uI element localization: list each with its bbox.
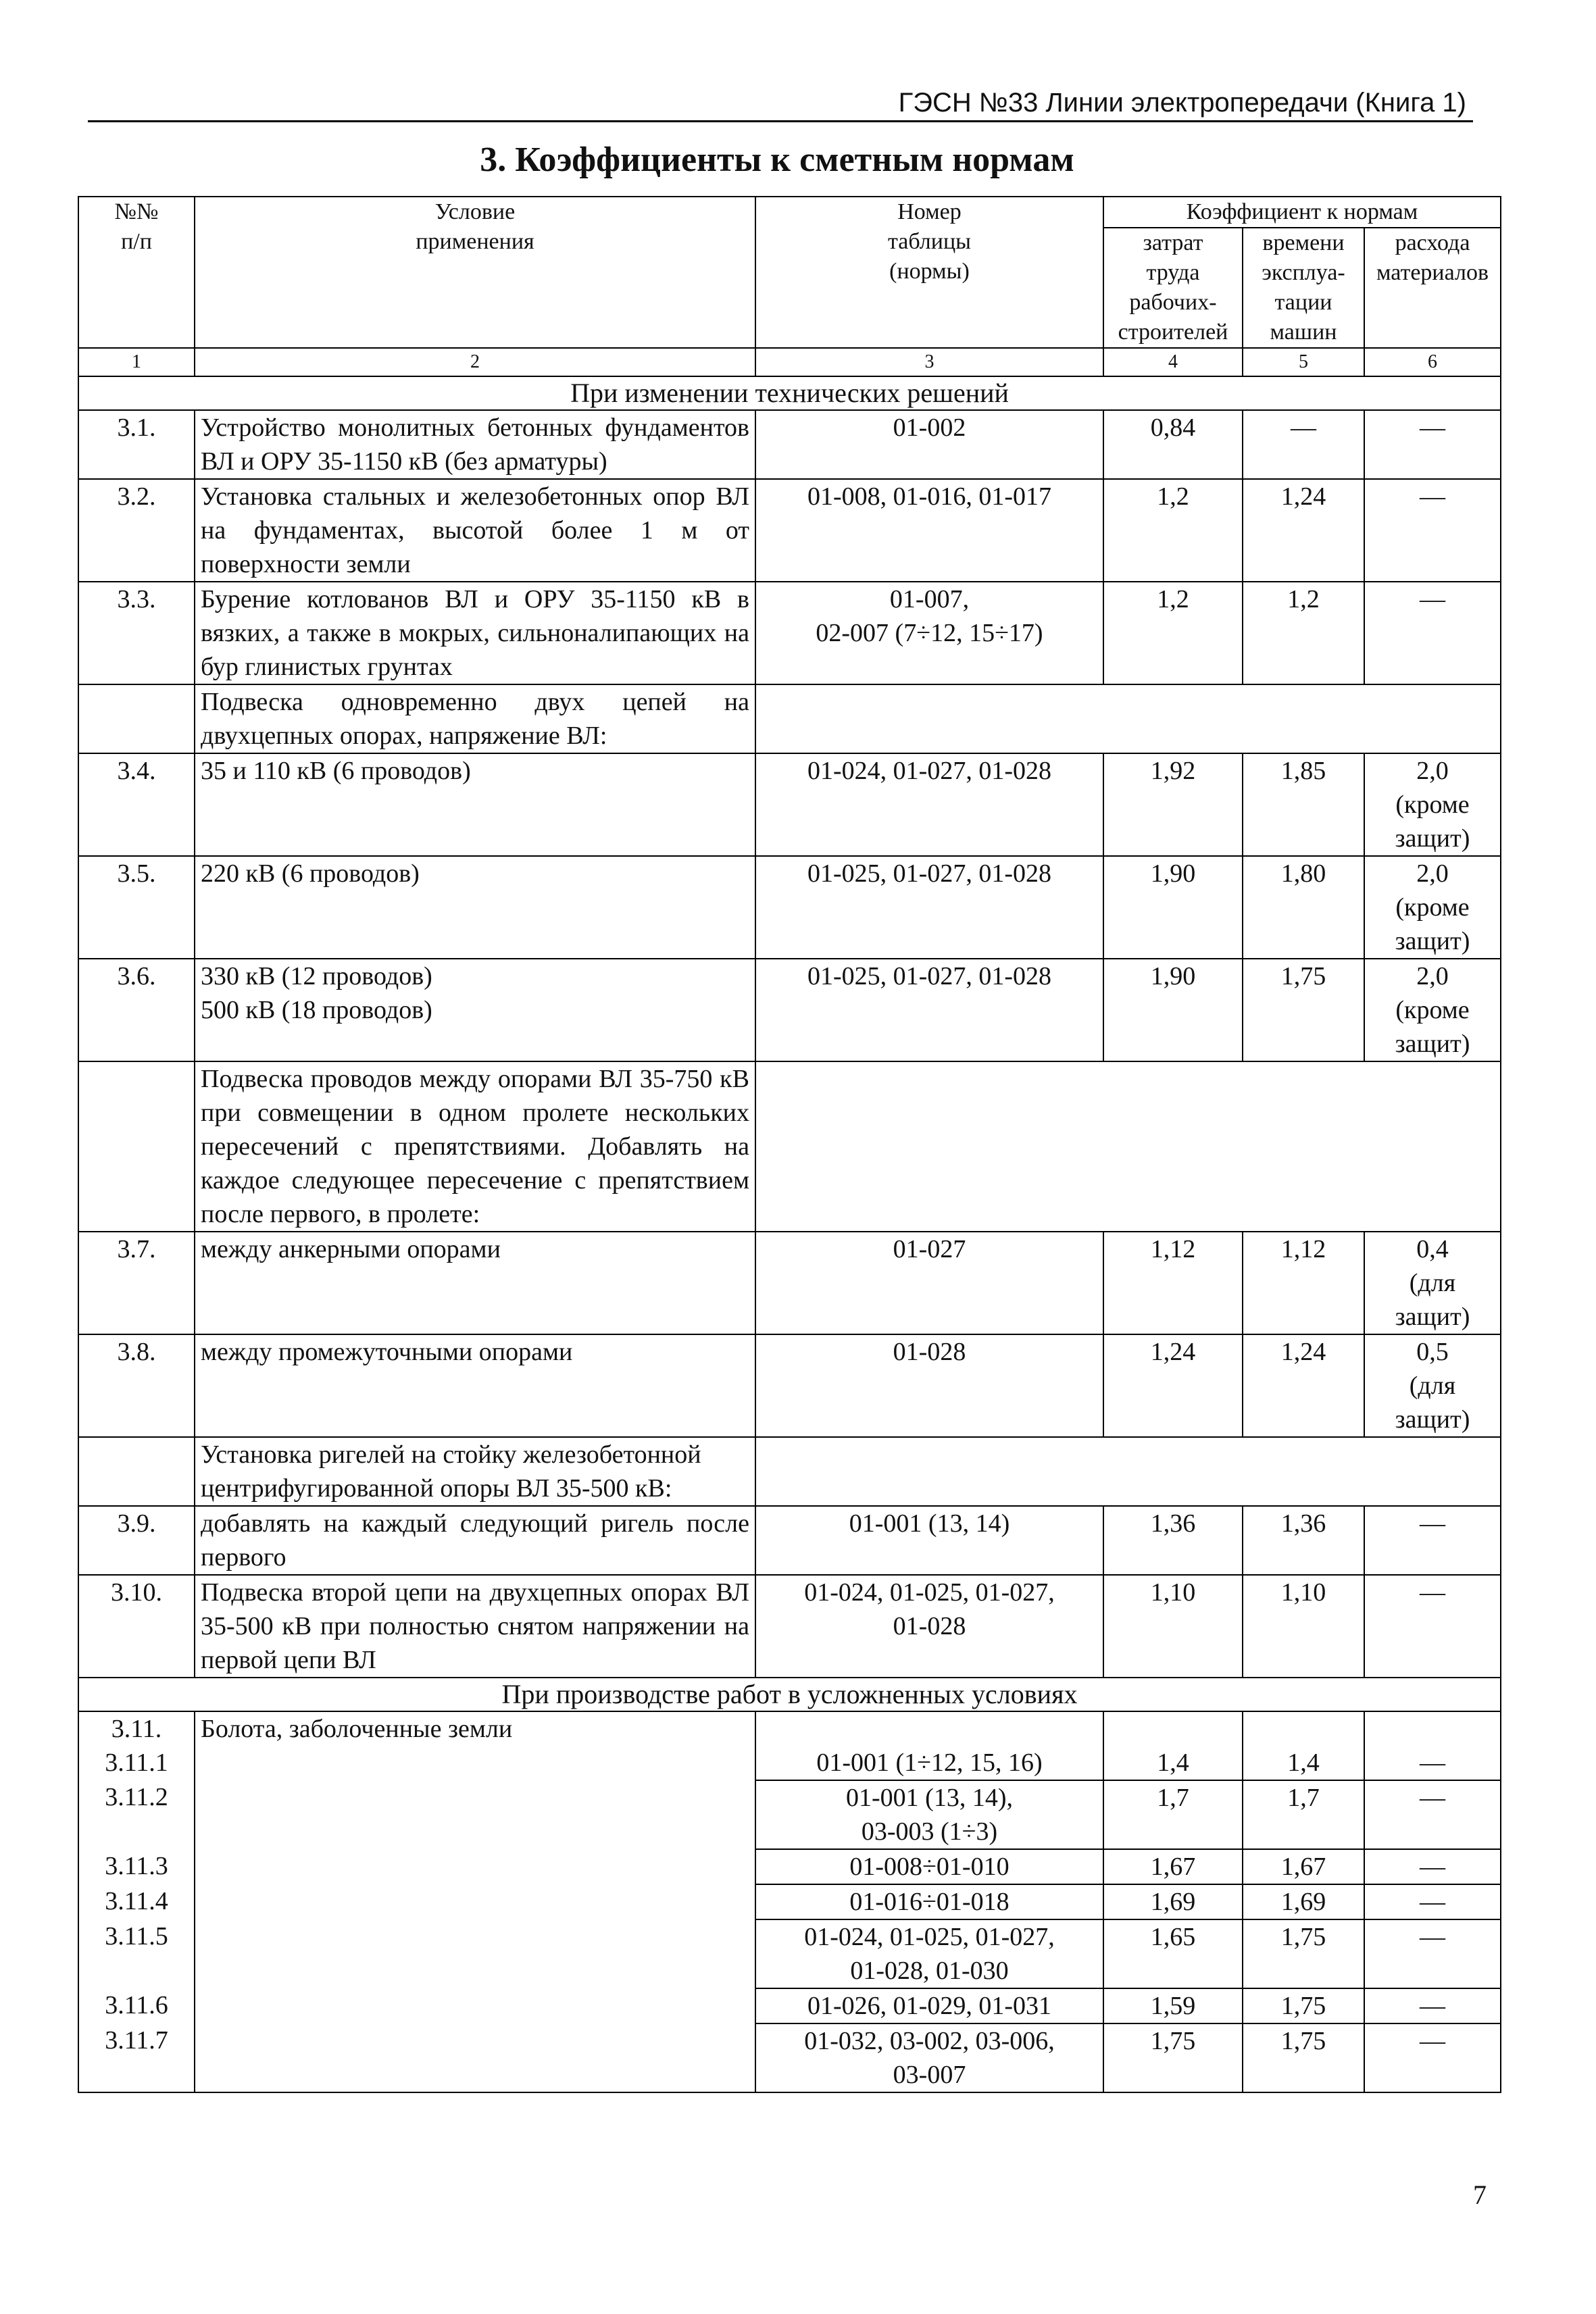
- section-complicated-conditions: При производстве работ в усложненных условиях: [78, 1678, 1501, 1711]
- row-table-ref-line1: 01-007,: [889, 585, 970, 613]
- table-row: [78, 1711, 1501, 1746]
- row-number-empty: [78, 1437, 195, 1506]
- row-number: 3.11.6: [78, 1988, 195, 2023]
- materials-note: защит): [1395, 1405, 1470, 1434]
- col-header-number: [78, 197, 195, 348]
- row-coef-machines: 1,75: [1243, 959, 1364, 1061]
- col-header-labor-l1: затрат: [1143, 230, 1203, 255]
- row-condition-line2: 500 кВ (18 проводов): [201, 996, 432, 1024]
- row-coef-materials: —: [1364, 1988, 1501, 2023]
- row-condition: между промежуточными опорами: [195, 1334, 755, 1437]
- header-rule: [88, 120, 1473, 122]
- column-numbers-row: [78, 348, 1501, 376]
- row-number: 3.11.2: [78, 1780, 195, 1849]
- row-number: 3.11.5: [78, 1919, 195, 1988]
- materials-note: защит): [1395, 1303, 1470, 1331]
- col-header-labor-l2: труда: [1146, 260, 1200, 285]
- table-row: [78, 753, 1501, 856]
- row-table-ref: 01-025, 01-027, 01-028: [755, 856, 1103, 959]
- col-header-machines-l3: тации: [1274, 290, 1332, 315]
- row-coef-labor: 1,4: [1103, 1746, 1243, 1780]
- row-table-ref: [755, 1575, 1103, 1678]
- header-row-1: [78, 197, 1501, 228]
- row-table-ref-line2: 03-007: [893, 2061, 966, 2089]
- col-header-machines-l1: времени: [1262, 230, 1345, 255]
- col-number: 2: [195, 348, 755, 376]
- row-number: 3.11.1: [78, 1746, 195, 1780]
- table-row: [78, 582, 1501, 684]
- row-coef-labor: 1,2: [1103, 479, 1243, 582]
- col-header-condition-line1: Условие: [434, 199, 516, 224]
- row-coef-machines: —: [1243, 410, 1364, 479]
- materials-note: (кроме: [1395, 790, 1470, 819]
- row-coef-materials: [1364, 959, 1501, 1061]
- materials-note: защит): [1395, 927, 1470, 955]
- table-row: [78, 479, 1501, 582]
- group-condition: Подвеска проводов между опорами ВЛ 35-750 кВ при совмещении в одном пролете нескольких пересечений с препятствиями. Добавлять на каждое следующее пересечение с препятствием после первого, в пролете:: [195, 1061, 755, 1232]
- row-condition: 35 и 110 кВ (6 проводов): [195, 753, 755, 856]
- materials-note: (кроме: [1395, 996, 1470, 1024]
- row-coef-machines: 1,80: [1243, 856, 1364, 959]
- row-coef-machines: 1,75: [1243, 2023, 1364, 2092]
- row-coef-labor: 1,12: [1103, 1232, 1243, 1334]
- row-table-ref: 01-001 (1÷12, 15, 16): [755, 1746, 1103, 1780]
- row-number: 3.11.4: [78, 1884, 195, 1919]
- section-technical-solutions: При изменении технических решений: [78, 376, 1501, 410]
- row-table-ref: 01-025, 01-027, 01-028: [755, 959, 1103, 1061]
- group-row: [78, 684, 1501, 753]
- row-coef-materials: [1364, 856, 1501, 959]
- row-coef-machines: 1,12: [1243, 1232, 1364, 1334]
- materials-value: 0,5: [1416, 1338, 1449, 1366]
- row-table-ref: 01-024, 01-027, 01-028: [755, 753, 1103, 856]
- row-condition: 220 кВ (6 проводов): [195, 856, 755, 959]
- table-row: [78, 1506, 1501, 1575]
- row-condition: Установка стальных и железобетонных опор ВЛ на фундаментах, высотой более 1 м от поверхности земли: [195, 479, 755, 582]
- row-table-ref-line1: 01-024, 01-025, 01-027,: [804, 1923, 1055, 1951]
- row-coef-labor: 1,92: [1103, 753, 1243, 856]
- col-header-materials-l1: расхода: [1395, 230, 1470, 255]
- col-header-coef-group: Коэффициент к нормам: [1103, 197, 1501, 228]
- row-number-empty: [78, 1061, 195, 1232]
- row-number: 3.10.: [78, 1575, 195, 1678]
- table-row: [78, 1232, 1501, 1334]
- row-table-ref: 01-002: [755, 410, 1103, 479]
- row-coef-machines: 1,69: [1243, 1884, 1364, 1919]
- row-coef-labor: 1,24: [1103, 1334, 1243, 1437]
- row-number: 3.6.: [78, 959, 195, 1061]
- row-coef-machines: 1,67: [1243, 1849, 1364, 1884]
- row-table-ref-line1: 01-001 (13, 14),: [846, 1784, 1013, 1812]
- row-condition: [195, 959, 755, 1061]
- row-condition: добавлять на каждый следующий ригель после первого: [195, 1506, 755, 1575]
- row-coef-materials: —: [1364, 1884, 1501, 1919]
- row-table-ref: 01-026, 01-029, 01-031: [755, 1988, 1103, 2023]
- page-title: 3. Коэффициенты к сметным нормам: [480, 141, 1074, 179]
- col-number: 1: [78, 348, 195, 376]
- row-table-ref: [755, 1780, 1103, 1849]
- row-coef-machines: 1,4: [1243, 1746, 1364, 1780]
- row-coef-labor: 1,90: [1103, 959, 1243, 1061]
- col-header-materials-l2: материалов: [1376, 260, 1489, 285]
- materials-note: (для: [1409, 1372, 1456, 1400]
- section-header-row: [78, 1678, 1501, 1711]
- row-coef-labor: 1,69: [1103, 1884, 1243, 1919]
- row-number: 3.11.3: [78, 1849, 195, 1884]
- col-header-number-line2: п/п: [121, 229, 152, 254]
- row-coef-labor: 1,10: [1103, 1575, 1243, 1678]
- row-coef-materials: —: [1364, 1849, 1501, 1884]
- materials-note: защит): [1395, 1030, 1470, 1058]
- row-coef-materials-empty: [1364, 1711, 1501, 1746]
- row-coef-machines: 1,7: [1243, 1780, 1364, 1849]
- col-header-condition-line2: применения: [416, 229, 534, 254]
- col-header-labor: [1103, 228, 1243, 348]
- row-number: 3.9.: [78, 1506, 195, 1575]
- row-coef-machines: 1,10: [1243, 1575, 1364, 1678]
- row-number: 3.1.: [78, 410, 195, 479]
- row-number: 3.2.: [78, 479, 195, 582]
- row-number: 3.8.: [78, 1334, 195, 1437]
- group-empty-cell: [755, 1437, 1501, 1506]
- row-table-ref: 01-028: [755, 1334, 1103, 1437]
- row-coef-materials: —: [1364, 1746, 1501, 1780]
- col-header-table-line2: таблицы: [887, 229, 972, 254]
- group-row: [78, 1061, 1501, 1232]
- col-header-machines-l4: машин: [1270, 320, 1337, 345]
- materials-value: 2,0: [1416, 962, 1449, 990]
- row-condition: Устройство монолитных бетонных фундаментов ВЛ и ОРУ 35-1150 кВ (без арматуры): [195, 410, 755, 479]
- materials-value: 0,4: [1416, 1235, 1449, 1263]
- col-header-machines: [1243, 228, 1364, 348]
- row-number: 3.11.: [78, 1711, 195, 1746]
- table-row: [78, 1575, 1501, 1678]
- row-coef-labor: 0,84: [1103, 410, 1243, 479]
- row-number: 3.5.: [78, 856, 195, 959]
- group-row: [78, 1437, 1501, 1506]
- row-table-ref-line2: 01-028: [893, 1612, 966, 1640]
- row-coef-machines: 1,85: [1243, 753, 1364, 856]
- row-coef-labor: 1,2: [1103, 582, 1243, 684]
- col-header-table: [755, 197, 1103, 348]
- row-number: 3.11.7: [78, 2023, 195, 2092]
- col-number: 6: [1364, 348, 1501, 376]
- row-table-ref: 01-001 (13, 14): [755, 1506, 1103, 1575]
- row-coef-materials: [1364, 753, 1501, 856]
- row-table-ref: 01-008, 01-016, 01-017: [755, 479, 1103, 582]
- row-coef-materials: —: [1364, 2023, 1501, 2092]
- group-empty-cell: [755, 684, 1501, 753]
- col-header-machines-l2: эксплуа-: [1262, 260, 1345, 285]
- row-condition: Бурение котлованов ВЛ и ОРУ 35-1150 кВ в вязких, а также в мокрых, сильноналипающих на бур глинистых грунтах: [195, 582, 755, 684]
- row-number: 3.4.: [78, 753, 195, 856]
- materials-value: 2,0: [1416, 859, 1449, 888]
- row-coef-materials: —: [1364, 1506, 1501, 1575]
- row-table-ref-line1: 01-032, 03-002, 03-006,: [804, 2027, 1055, 2055]
- row-coef-labor: 1,75: [1103, 2023, 1243, 2092]
- row-number-empty: [78, 684, 195, 753]
- row-coef-materials: —: [1364, 1919, 1501, 1988]
- page-number: 7: [1473, 2180, 1487, 2210]
- row-table-ref-line2: 03-003 (1÷3): [861, 1817, 998, 1846]
- row-coef-materials: —: [1364, 410, 1501, 479]
- col-header-number-line1: №№: [114, 199, 159, 224]
- materials-note: (для: [1409, 1269, 1456, 1297]
- table-row: [78, 856, 1501, 959]
- col-number: 3: [755, 348, 1103, 376]
- materials-note: защит): [1395, 824, 1470, 853]
- col-header-labor-l4: строителей: [1118, 320, 1228, 345]
- materials-note: (кроме: [1395, 893, 1470, 922]
- row-coef-materials: —: [1364, 479, 1501, 582]
- row-coef-machines: 1,36: [1243, 1506, 1364, 1575]
- table-row: [78, 410, 1501, 479]
- col-header-table-line3: (нормы): [889, 259, 970, 284]
- row-table-ref-line2: 01-028, 01-030: [850, 1957, 1009, 1985]
- row-coef-materials: —: [1364, 1575, 1501, 1678]
- row-coef-materials: [1364, 1232, 1501, 1334]
- col-header-labor-l3: рабочих-: [1129, 290, 1217, 315]
- row-coef-labor: 1,36: [1103, 1506, 1243, 1575]
- row-table-ref: [755, 1919, 1103, 1988]
- col-header-condition: [195, 197, 755, 348]
- row-coef-labor: 1,65: [1103, 1919, 1243, 1988]
- row-table-ref: [755, 582, 1103, 684]
- row-table-ref: 01-027: [755, 1232, 1103, 1334]
- coefficients-table: [78, 196, 1501, 2093]
- row-table-ref: 01-016÷01-018: [755, 1884, 1103, 1919]
- col-header-materials: [1364, 228, 1501, 348]
- group-condition: Подвеска одновременно двух цепей на двухцепных опорах, напряжение ВЛ:: [195, 684, 755, 753]
- group-condition: Установка ригелей на стойку железобетонной центрифугированной опоры ВЛ 35-500 кВ:: [195, 1437, 755, 1506]
- row-condition: Болота, заболоченные земли: [195, 1711, 755, 2092]
- row-coef-labor: 1,90: [1103, 856, 1243, 959]
- table-row: [78, 1334, 1501, 1437]
- group-empty-cell: [755, 1061, 1501, 1232]
- running-header: ГЭСН №33 Линии электропередачи (Книга 1): [898, 88, 1466, 118]
- col-number: 4: [1103, 348, 1243, 376]
- row-coef-machines: 1,24: [1243, 1334, 1364, 1437]
- row-coef-labor: 1,67: [1103, 1849, 1243, 1884]
- row-coef-machines: 1,2: [1243, 582, 1364, 684]
- row-coef-labor-empty: [1103, 1711, 1243, 1746]
- row-number: 3.7.: [78, 1232, 195, 1334]
- row-coef-machines: 1,24: [1243, 479, 1364, 582]
- row-coef-materials: —: [1364, 1780, 1501, 1849]
- row-coef-materials: [1364, 1334, 1501, 1437]
- row-coef-materials: —: [1364, 582, 1501, 684]
- row-table-ref-line2: 02-007 (7÷12, 15÷17): [816, 619, 1043, 647]
- section-header-row: [78, 376, 1501, 410]
- row-table-ref-line1: 01-024, 01-025, 01-027,: [804, 1578, 1055, 1607]
- row-condition: Подвеска второй цепи на двухцепных опорах ВЛ 35-500 кВ при полностью снятом напряжении на первой цепи ВЛ: [195, 1575, 755, 1678]
- row-coef-machines: 1,75: [1243, 1988, 1364, 2023]
- materials-value: 2,0: [1416, 757, 1449, 785]
- row-condition: между анкерными опорами: [195, 1232, 755, 1334]
- row-table-ref: [755, 2023, 1103, 2092]
- table-row: [78, 959, 1501, 1061]
- row-number: 3.3.: [78, 582, 195, 684]
- row-coef-labor: 1,59: [1103, 1988, 1243, 2023]
- row-table-ref-empty: [755, 1711, 1103, 1746]
- row-coef-labor: 1,7: [1103, 1780, 1243, 1849]
- row-coef-machines-empty: [1243, 1711, 1364, 1746]
- col-number: 5: [1243, 348, 1364, 376]
- row-condition-line1: 330 кВ (12 проводов): [201, 962, 432, 990]
- row-table-ref: 01-008÷01-010: [755, 1849, 1103, 1884]
- row-coef-machines: 1,75: [1243, 1919, 1364, 1988]
- col-header-table-line1: Номер: [897, 199, 962, 224]
